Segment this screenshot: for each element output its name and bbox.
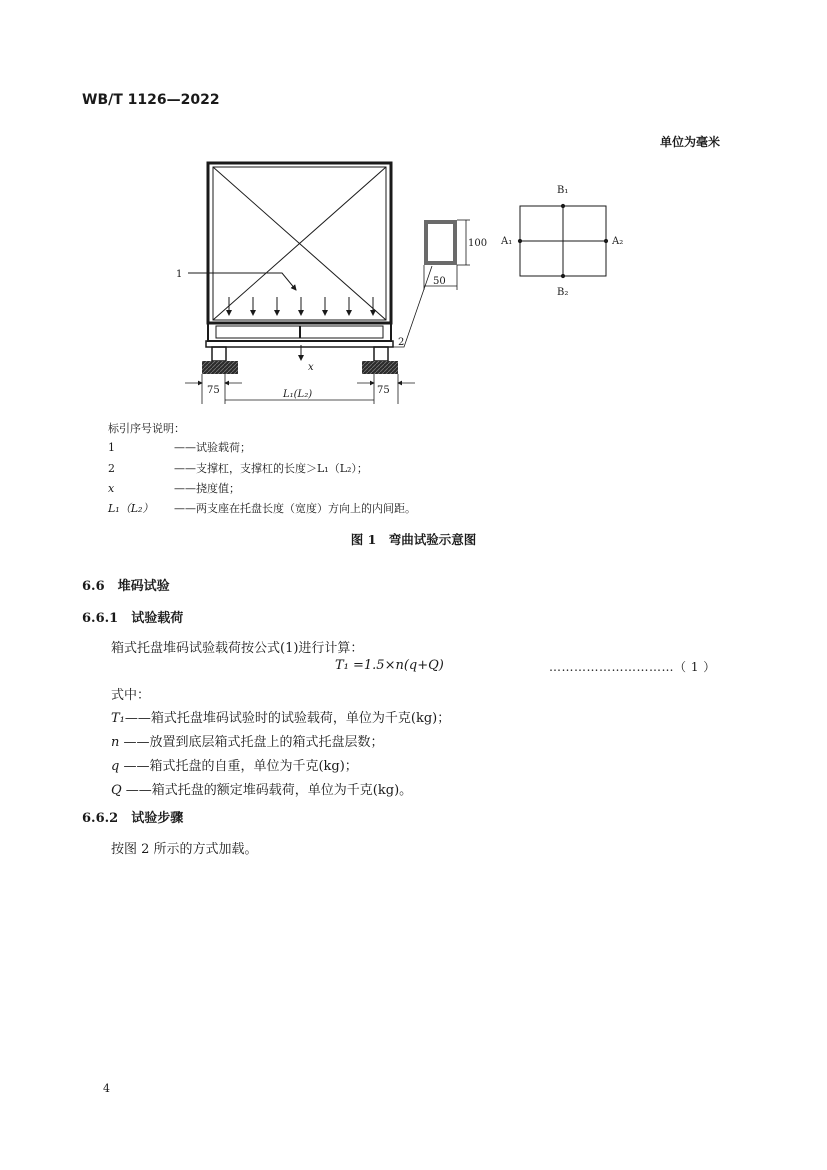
- variable-row: [111, 779, 412, 798]
- dim-75-left: 75: [207, 385, 220, 396]
- point-b1: B₁: [557, 185, 569, 196]
- variable-symbol: T₁: [111, 711, 125, 726]
- page-number: 4: [103, 1082, 110, 1095]
- right-support: [362, 361, 398, 374]
- unit-note: 单位为毫米: [660, 135, 721, 149]
- pallet-box: [208, 163, 391, 323]
- legend-item: [108, 460, 368, 476]
- legend-key: L₁（L₂）: [108, 502, 154, 515]
- variable-symbol: q: [111, 759, 120, 774]
- legend-desc: ——试验载荷；: [174, 441, 251, 454]
- left-support: [202, 361, 238, 374]
- support-bar-section: [424, 220, 470, 290]
- point-a1: A₁: [501, 236, 513, 247]
- variable-row: [111, 755, 358, 774]
- section-6-6-title: 6.6 堆码试验: [82, 579, 170, 594]
- variable-desc: ——箱式托盘的额定堆码载荷，单位为千克(kg)。: [121, 783, 413, 798]
- formula-1: [335, 658, 444, 673]
- point-b2: B₂: [557, 287, 569, 298]
- point-a2: A₂: [612, 236, 624, 247]
- variable-row: [111, 707, 450, 726]
- bending-test-diagram: [0, 150, 827, 410]
- label-x: x: [308, 362, 314, 373]
- legend-item: [108, 480, 240, 496]
- legend-title: 标引序号说明：: [108, 422, 185, 435]
- legend-key: 2: [108, 462, 115, 475]
- section-6-6-2-title: 6.6.2 试验步骤: [82, 811, 184, 826]
- dim-span: L₁(L₂): [283, 389, 313, 400]
- load-arrows: [229, 297, 373, 315]
- where-label: 式中：: [111, 688, 151, 703]
- dim-75-right: 75: [377, 385, 390, 396]
- section-6-6-1-intro: 箱式托盘堆码试验载荷按公式(1)进行计算：: [111, 641, 364, 656]
- legend-desc: ——挠度值；: [174, 482, 240, 495]
- document-code: WB/T 1126—2022: [82, 92, 220, 108]
- formula-number: …………………………（ 1 ）: [549, 660, 716, 674]
- variable-symbol: Q: [111, 783, 122, 798]
- variable-symbol: n: [111, 735, 120, 750]
- section-6-6-2-text: 按图 2 所示的方式加载。: [111, 842, 258, 857]
- variable-desc: ——放置到底层箱式托盘上的箱式托盘层数；: [119, 735, 384, 750]
- dim-100: 100: [468, 238, 488, 249]
- dim-50: 50: [433, 276, 446, 287]
- figure-caption: 图 1 弯曲试验示意图: [350, 532, 477, 547]
- section-6-6-1-title: 6.6.1 试验载荷: [82, 611, 184, 626]
- legend-item: [108, 439, 251, 455]
- label-2: 2: [398, 337, 405, 348]
- legend-desc: ——支撑杠，支撑杠的长度＞L₁（L₂）；: [174, 462, 368, 475]
- variable-row: [111, 731, 384, 750]
- formula-text: T₁ =1.5×n(q+Q): [335, 658, 444, 673]
- pallet-base: [206, 323, 393, 361]
- variable-desc: ——箱式托盘堆码试验时的试验载荷，单位为千克(kg)；: [124, 711, 451, 726]
- legend-key: x: [108, 482, 115, 495]
- legend-item: [108, 500, 416, 516]
- variable-desc: ——箱式托盘的自重，单位为千克(kg)；: [119, 759, 358, 774]
- label-1: 1: [176, 269, 183, 280]
- legend-desc: ——两支座在托盘长度（宽度）方向上的内间距。: [174, 502, 416, 515]
- legend-key: 1: [108, 441, 115, 454]
- measurement-point-grid: [518, 204, 607, 277]
